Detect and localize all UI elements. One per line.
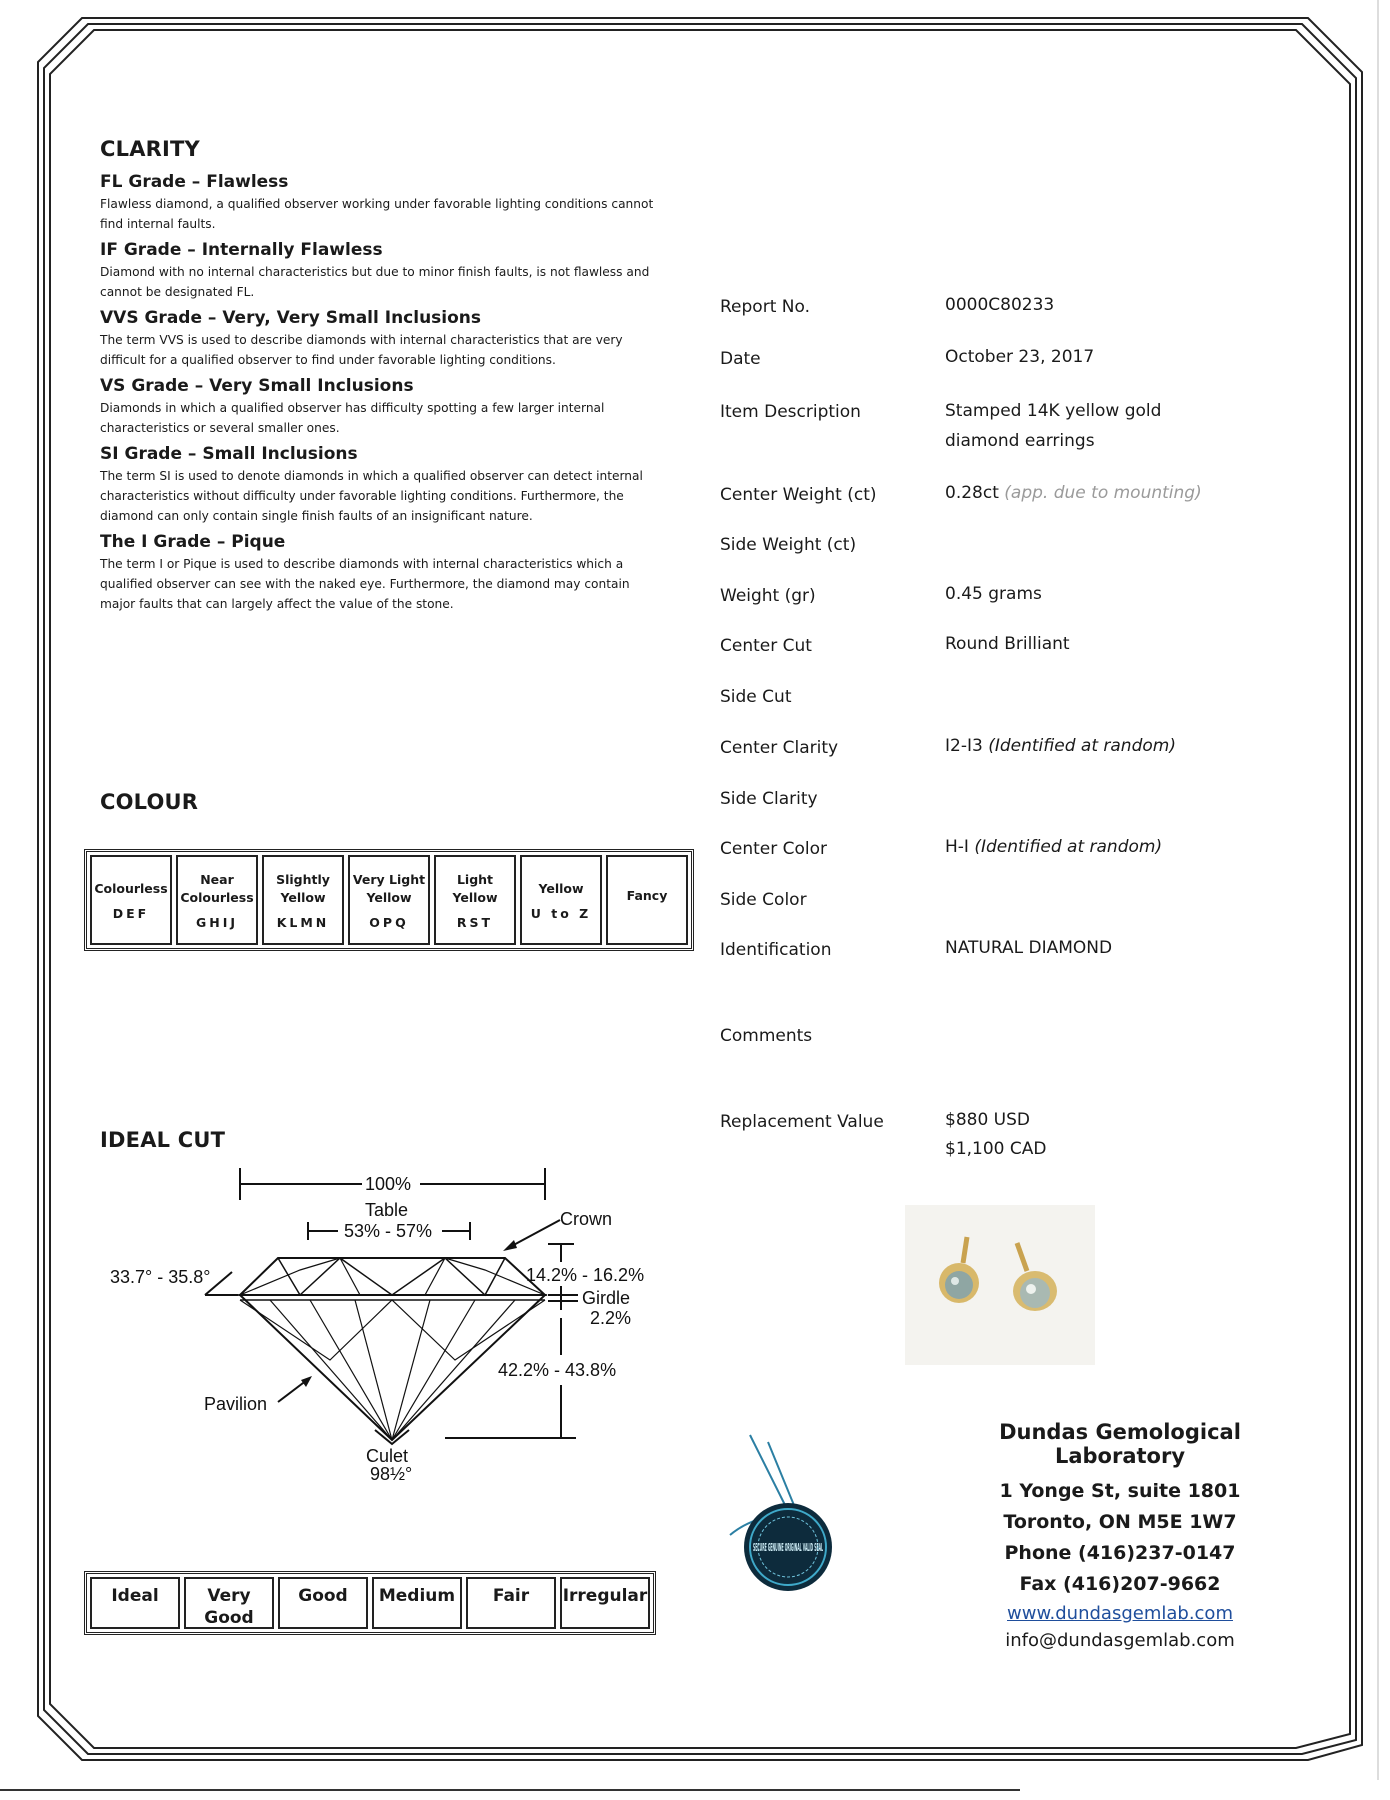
lab-name: Dundas Gemological Laboratory xyxy=(999,1420,1241,1468)
cut-grade-cell: Fair xyxy=(466,1577,556,1629)
culet-angle-label: 98½° xyxy=(370,1464,413,1484)
comments-label: Comments xyxy=(720,1026,813,1046)
colour-cell xyxy=(606,855,688,945)
ideal-cut-heading: IDEAL CUT xyxy=(100,1128,226,1152)
cut-grade-cell: Ideal xyxy=(90,1577,180,1629)
center-weight-value xyxy=(945,478,1202,508)
colour-name: Fancy xyxy=(626,888,668,903)
center-cut-label: Center Cut xyxy=(720,636,812,656)
lab-contact-block xyxy=(970,1420,1270,1654)
center-weight-note: (app. due to mounting) xyxy=(1004,483,1202,503)
item-description-value: Stamped 14K yellow gold xyxy=(945,401,1162,421)
colour-name: Slightly Yellow xyxy=(276,871,330,905)
grade-title: The I Grade – Pique xyxy=(100,532,286,552)
colour-letters: DEF xyxy=(112,905,150,921)
lab-address-line2: Toronto, ON M5E 1W7 xyxy=(1003,1511,1237,1533)
center-color-label: Center Color xyxy=(720,839,828,859)
earrings-photo xyxy=(905,1205,1095,1365)
center-clarity-value xyxy=(945,731,1176,761)
side-clarity-label: Side Clarity xyxy=(720,789,818,809)
replacement-value-label: Replacement Value xyxy=(720,1112,884,1132)
crown-height-label: 14.2% - 16.2% xyxy=(526,1265,645,1285)
colour-name: Very Light Yellow xyxy=(352,871,426,905)
hologram-seal-icon xyxy=(720,1430,870,1600)
lab-email: info@dundasgemlab.com xyxy=(1005,1630,1235,1651)
date-label: Date xyxy=(720,349,761,369)
colour-letters: OPQ xyxy=(369,914,409,930)
colour-letters: U to Z xyxy=(530,905,592,921)
side-color-label: Side Color xyxy=(720,890,807,910)
grade-description: The term I or Pique is used to describe diamonds with internal characteristics which a qualified observer can see with the naked eye. Furthermore, the diamond may contain major faults that can largely affect the value of the stone. xyxy=(100,557,630,611)
colour-letters: GHIJ xyxy=(195,914,239,930)
replacement-value-cad: $1,100 CAD xyxy=(945,1139,1047,1159)
grade-title: SI Grade – Small Inclusions xyxy=(100,444,358,464)
lab-fax: Fax (416)207-9662 xyxy=(1019,1573,1221,1595)
colour-name: Yellow xyxy=(538,880,584,896)
grade-description: The term SI is used to denote diamonds in which a qualified observer can detect internal characteristics without difficulty under favorable lighting conditions. Furthermore, the diamond can only contain single finish faults of an insignificant nature. xyxy=(100,469,643,523)
pavilion-label: Pavilion xyxy=(204,1394,268,1414)
colour-cell xyxy=(90,855,172,945)
clarity-section xyxy=(100,172,680,620)
colour-cell xyxy=(262,855,344,945)
colour-name: Light Yellow xyxy=(452,871,498,905)
item-description-value-line2: diamond earrings xyxy=(945,431,1095,451)
lab-phone: Phone (416)237-0147 xyxy=(1004,1542,1236,1564)
center-clarity-grade: I2-I3 xyxy=(945,736,983,756)
colour-name: Colourless xyxy=(94,880,168,896)
crown-angle-label: 33.7° - 35.8° xyxy=(110,1267,211,1287)
seal-text: SECURE GENUINE ORIGINAL VALID SEAL xyxy=(753,1541,823,1554)
colour-cell xyxy=(176,855,258,945)
item-description-label: Item Description xyxy=(720,402,861,422)
grade-title: VS Grade – Very Small Inclusions xyxy=(100,376,414,396)
center-clarity-label: Center Clarity xyxy=(720,738,839,758)
center-weight-number: 0.28ct xyxy=(945,483,999,503)
center-cut-value: Round Brilliant xyxy=(945,634,1070,654)
replacement-value-usd: $880 USD xyxy=(945,1110,1030,1130)
clarity-heading: CLARITY xyxy=(100,137,200,161)
crown-label: Crown xyxy=(560,1209,613,1229)
grade-description: Flawless diamond, a qualified observer working under favorable lighting conditions cannot find internal faults. xyxy=(100,197,654,231)
lab-address-line1: 1 Yonge St, suite 1801 xyxy=(999,1480,1241,1502)
grade-description: Diamonds in which a qualified observer has difficulty spotting a few larger internal characteristics or several smaller ones. xyxy=(100,401,605,435)
center-color-value xyxy=(945,832,1162,862)
side-cut-label: Side Cut xyxy=(720,687,792,707)
grade-description: Diamond with no internal characteristics but due to minor finish faults, is not flawless and cannot be designated FL. xyxy=(100,265,650,299)
grade-title: VVS Grade – Very, Very Small Inclusions xyxy=(100,308,482,328)
diamond-proportion-diagram xyxy=(0,1150,700,1490)
report-no-value: 0000C80233 xyxy=(945,295,1055,315)
lab-website-link[interactable]: www.dundasgemlab.com xyxy=(1007,1603,1233,1624)
cut-grade-cell: Very Good xyxy=(184,1577,274,1629)
identification-value: NATURAL DIAMOND xyxy=(945,938,1113,958)
cut-grade-cell: Medium xyxy=(372,1577,462,1629)
cut-grade-cell: Irregular xyxy=(560,1577,650,1629)
report-no-label: Report No. xyxy=(720,297,810,317)
weight-label: Weight (gr) xyxy=(720,586,816,606)
side-weight-label: Side Weight (ct) xyxy=(720,535,857,555)
center-color-note: (Identified at random) xyxy=(974,837,1163,857)
cut-grade-table xyxy=(84,1571,656,1635)
colour-cell xyxy=(520,855,602,945)
colour-letters: RST xyxy=(456,914,494,930)
colour-name: Near Colourless xyxy=(180,871,254,905)
weight-value: 0.45 grams xyxy=(945,584,1042,604)
center-clarity-note: (Identified at random) xyxy=(988,736,1176,756)
girdle-label: Girdle xyxy=(582,1288,631,1308)
grade-title: IF Grade – Internally Flawless xyxy=(100,240,383,260)
colour-heading: COLOUR xyxy=(100,790,199,814)
colour-cell xyxy=(348,855,430,945)
pavilion-depth-label: 42.2% - 43.8% xyxy=(498,1360,617,1380)
colour-scale-table xyxy=(84,849,694,951)
grade-description: The term VVS is used to describe diamonds with internal characteristics that are very difficult for a qualified observer to find under favorable lighting conditions. xyxy=(100,333,623,367)
table-range-label: 53% - 57% xyxy=(344,1221,433,1241)
colour-letters: KLMN xyxy=(276,914,330,930)
center-weight-label: Center Weight (ct) xyxy=(720,485,877,505)
center-color-grade: H-I xyxy=(945,837,969,857)
table-label: Table xyxy=(365,1200,409,1220)
grade-title: FL Grade – Flawless xyxy=(100,172,289,192)
girdle-value-label: 2.2% xyxy=(590,1308,632,1328)
width-label: 100% xyxy=(365,1174,412,1194)
earrings-illustration xyxy=(905,1205,1095,1365)
identification-label: Identification xyxy=(720,940,832,960)
colour-cell xyxy=(434,855,516,945)
date-value: October 23, 2017 xyxy=(945,347,1095,367)
culet-label: Culet xyxy=(366,1446,409,1466)
cut-grade-cell: Good xyxy=(278,1577,368,1629)
